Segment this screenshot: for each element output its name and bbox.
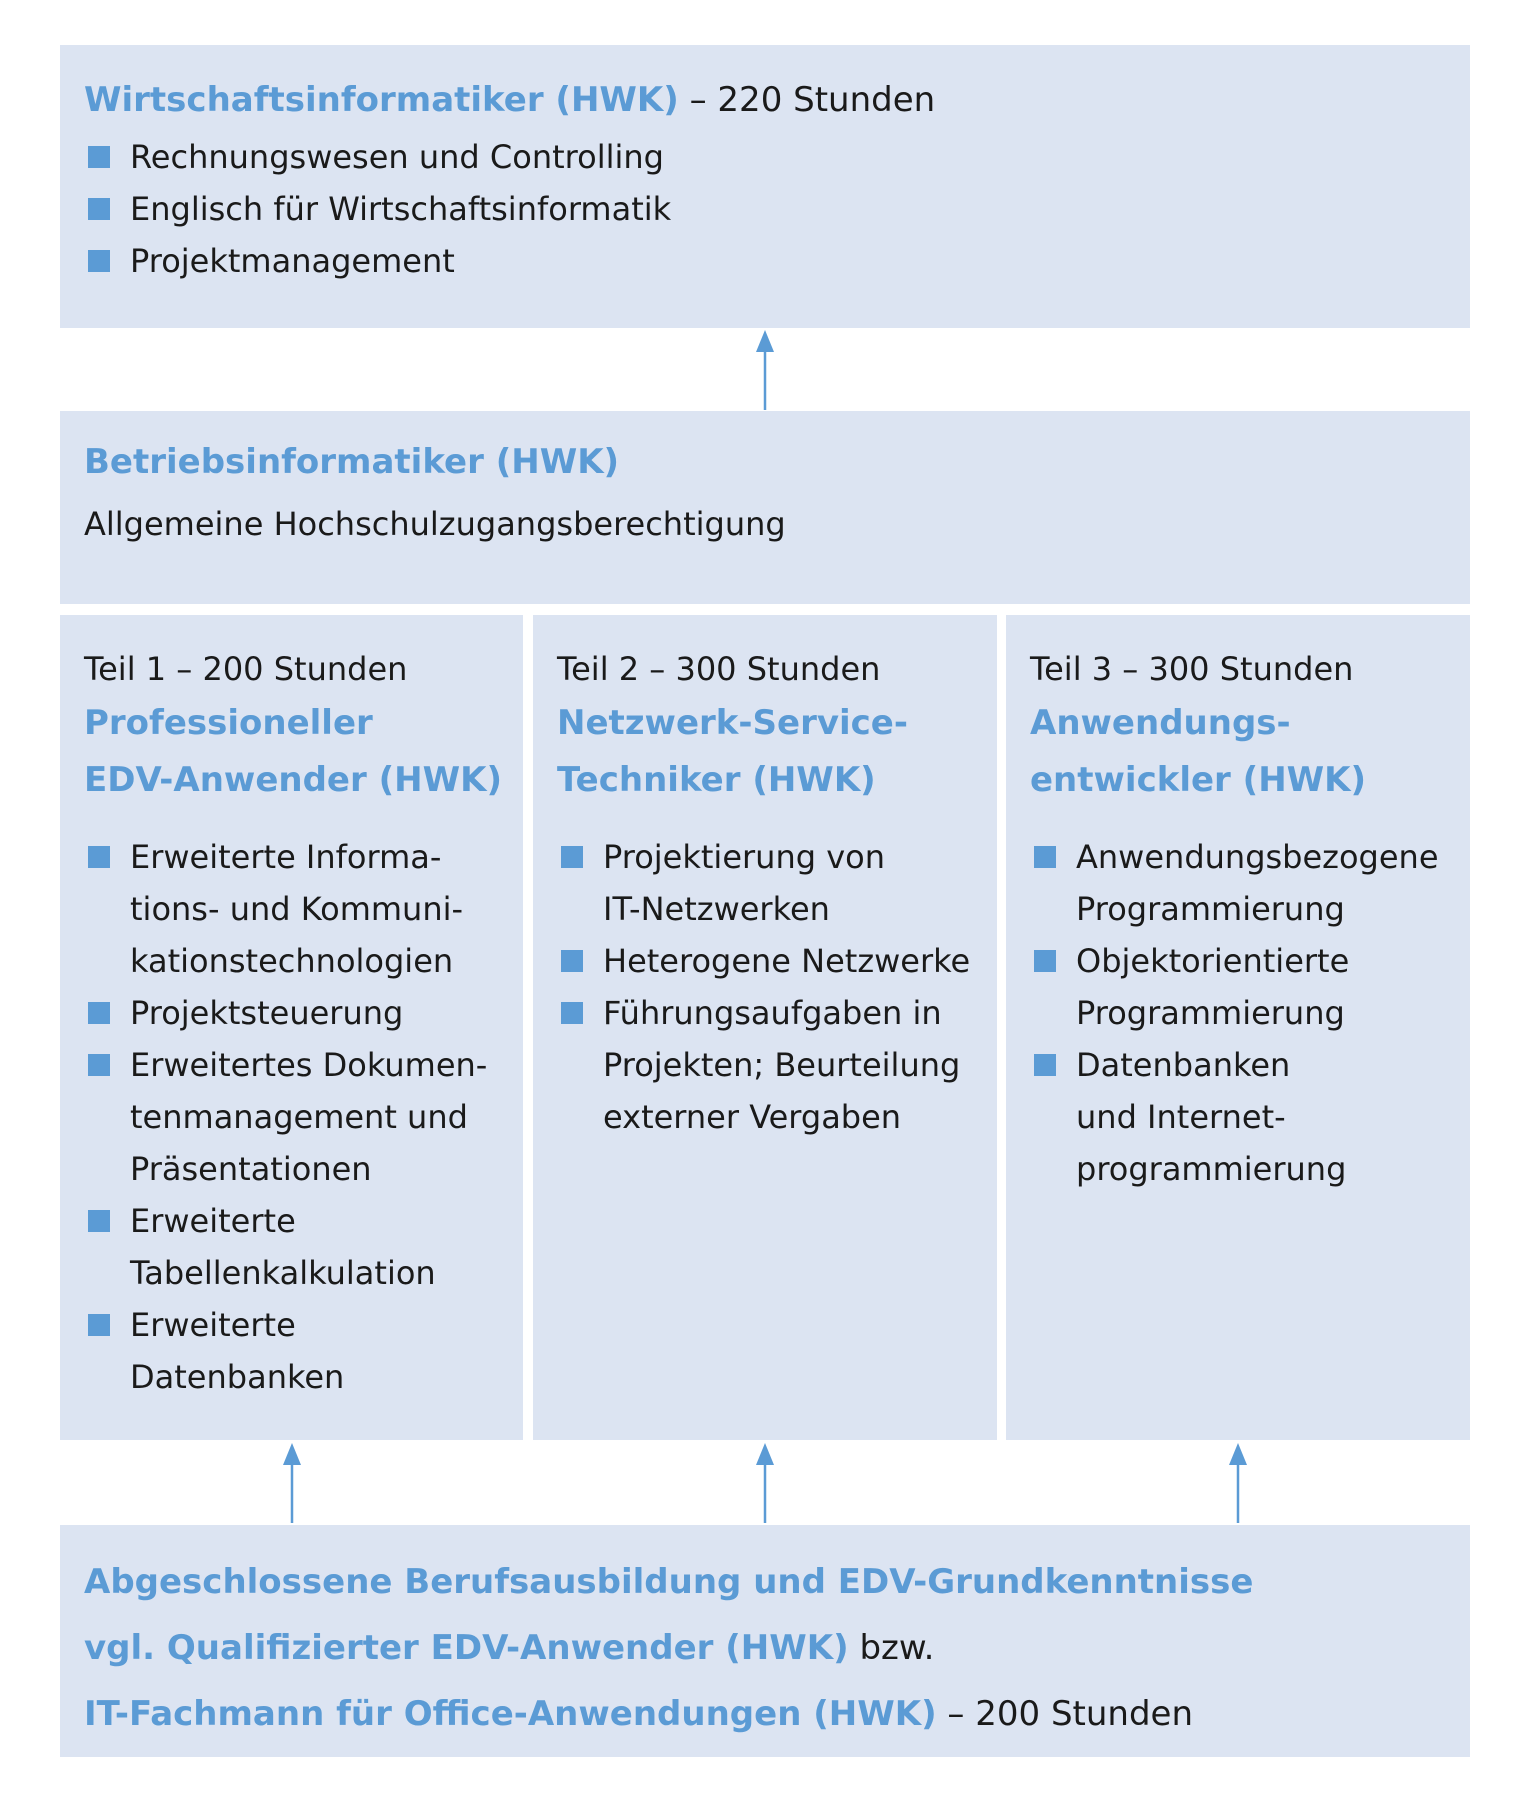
list-item-label: Datenbanken und Internet- programmierung	[1076, 1046, 1347, 1188]
part-title-line1: Professioneller	[84, 703, 373, 743]
list-item	[84, 131, 1470, 183]
bottom-line-2	[84, 1615, 1470, 1681]
middle-qualification-box	[60, 411, 1470, 604]
square-bullet-icon	[88, 146, 110, 168]
list-item	[84, 1299, 523, 1403]
part-title-line1: Netzwerk-Service-	[557, 703, 908, 743]
top-title-line	[84, 75, 1470, 125]
list-item-label: Anwendungsbezogene Programmierung	[1076, 838, 1439, 928]
part-3-list	[1030, 831, 1470, 1195]
bottom-line-2-suffix: bzw.	[848, 1628, 935, 1668]
list-item	[84, 235, 1470, 287]
arrow-up-icon	[277, 1443, 307, 1523]
list-item	[1030, 1039, 1470, 1195]
top-title: Wirtschaftsinformatiker (HWK)	[84, 80, 679, 120]
list-item	[84, 183, 1470, 235]
part-label: Teil 1 – 200 Stunden	[84, 650, 408, 688]
square-bullet-icon	[1034, 1054, 1056, 1076]
list-item-label: Erweiterte Datenbanken	[130, 1306, 345, 1396]
list-item-label: Führungsaufgaben in Projekten; Beurteilung externer Vergaben	[603, 994, 961, 1136]
square-bullet-icon	[88, 1314, 110, 1336]
middle-title: Betriebsinformatiker (HWK)	[84, 442, 620, 482]
list-item	[557, 987, 997, 1143]
list-item	[1030, 831, 1470, 935]
part-label: Teil 2 – 300 Stunden	[557, 650, 881, 688]
entry-requirements-box	[60, 1525, 1470, 1757]
list-item-label: Projektmanagement	[130, 242, 455, 280]
square-bullet-icon	[88, 1054, 110, 1076]
arrow-up-icon	[750, 1443, 780, 1523]
list-item	[84, 1195, 523, 1299]
list-item-label: Projektsteuerung	[130, 994, 404, 1032]
list-item-label: Projektierung von IT-Netzwerken	[603, 838, 885, 928]
part-3-box	[1006, 615, 1470, 1440]
square-bullet-icon	[561, 846, 583, 868]
part-label: Teil 3 – 300 Stunden	[1030, 650, 1354, 688]
list-item	[557, 831, 997, 935]
part-title-line2: entwickler (HWK)	[1030, 760, 1367, 800]
list-item-label: Erweitertes Dokumen- tenmanagement und Präsentationen	[130, 1046, 488, 1188]
arrow-up-icon	[1223, 1443, 1253, 1523]
top-list	[84, 131, 1470, 287]
list-item-label: Englisch für Wirtschaftsinformatik	[130, 190, 672, 228]
square-bullet-icon	[1034, 950, 1056, 972]
list-item	[84, 831, 523, 987]
list-item-label: Objektorientierte Programmierung	[1076, 942, 1350, 1032]
part-title-line1: Anwendungs-	[1030, 703, 1291, 743]
square-bullet-icon	[561, 1002, 583, 1024]
square-bullet-icon	[88, 198, 110, 220]
square-bullet-icon	[88, 1210, 110, 1232]
list-item-label: Erweiterte Informa- tions- und Kommuni- kationstechnologien	[130, 838, 464, 980]
bottom-line-3	[84, 1681, 1470, 1747]
list-item	[84, 987, 523, 1039]
bottom-line-3-title: IT-Fachmann für Office-Anwendungen (HWK)	[84, 1694, 937, 1734]
part-1-list	[84, 831, 523, 1403]
top-hours: – 220 Stunden	[678, 80, 936, 120]
square-bullet-icon	[88, 1002, 110, 1024]
bottom-line-3-suffix: – 200 Stunden	[936, 1694, 1194, 1734]
part-1-box	[60, 615, 523, 1440]
part-2-box	[533, 615, 997, 1440]
part-title-line2: Techniker (HWK)	[557, 760, 876, 800]
list-item	[1030, 935, 1470, 1039]
middle-subtitle: Allgemeine Hochschulzugangsberechtigung	[84, 505, 786, 543]
list-item	[84, 1039, 523, 1195]
square-bullet-icon	[88, 846, 110, 868]
list-item-label: Erweiterte Tabellenkalkulation	[130, 1202, 436, 1292]
square-bullet-icon	[88, 250, 110, 272]
list-item	[557, 935, 997, 987]
bottom-line-2-title: vgl. Qualifizierter EDV-Anwender (HWK)	[84, 1628, 849, 1668]
part-2-list	[557, 831, 997, 1143]
part-title-line2: EDV-Anwender (HWK)	[84, 760, 502, 800]
square-bullet-icon	[1034, 846, 1056, 868]
arrow-up-icon	[750, 330, 780, 410]
bottom-line-1: Abgeschlossene Berufsausbildung und EDV-Grundkenntnisse	[84, 1562, 1254, 1602]
list-item-label: Rechnungswesen und Controlling	[130, 138, 664, 176]
list-item-label: Heterogene Netzwerke	[603, 942, 971, 980]
advanced-qualification-box	[60, 45, 1470, 328]
square-bullet-icon	[561, 950, 583, 972]
